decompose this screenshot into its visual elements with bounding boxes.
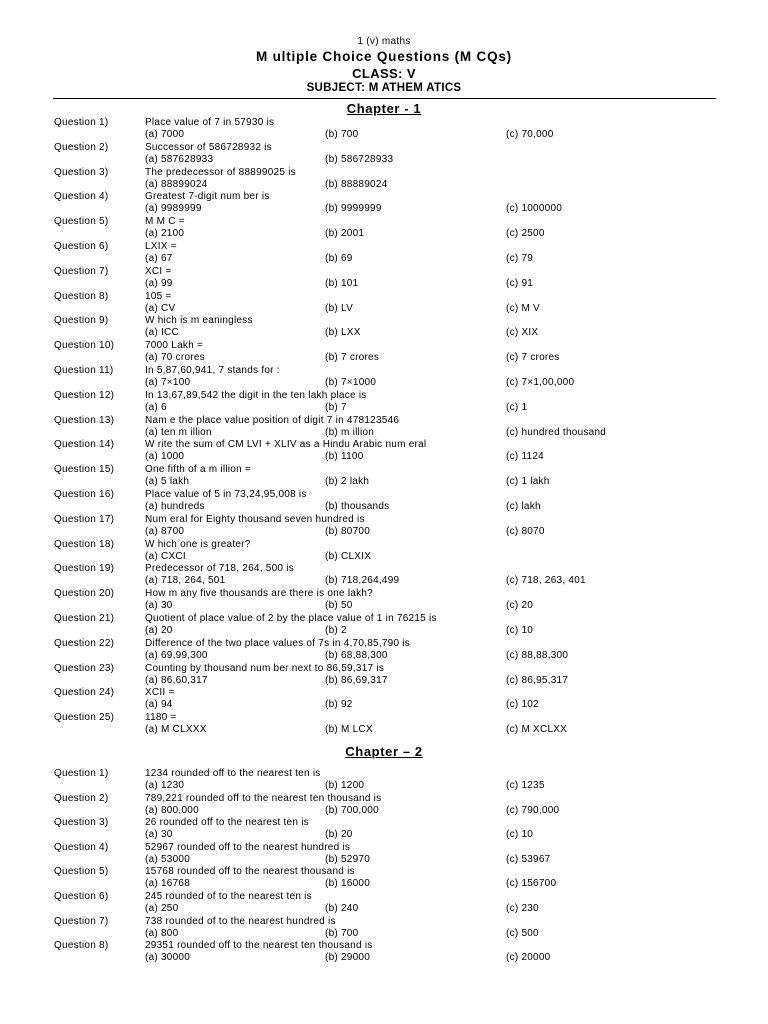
option-a: (a) 67 xyxy=(145,252,173,264)
question-text: How m any five thousands are there is one lakh? xyxy=(145,588,373,600)
option-c: (c) 1124 xyxy=(506,451,544,463)
question-text: Nam e the place value position of digit 7 in 478123546 xyxy=(145,414,400,426)
option-c: (c) hundred thousand xyxy=(506,426,607,438)
question-number: Question 16) xyxy=(54,488,115,500)
question-text: 245 rounded of to the nearest ten is xyxy=(145,890,312,902)
question-number: Question 11) xyxy=(54,364,114,376)
option-b: (b) 2 xyxy=(325,624,347,636)
option-b: (b) LV xyxy=(325,302,353,314)
option-a: (a) 8700 xyxy=(145,525,185,537)
question-number: Question 6) xyxy=(54,240,109,252)
option-c: (c) 1000000 xyxy=(506,203,563,215)
question-number: Question 15) xyxy=(54,464,115,476)
question-text: XCII = xyxy=(145,687,175,699)
option-b: (b) 2001 xyxy=(325,228,365,240)
option-c: (c) 156700 xyxy=(506,878,557,890)
question-row xyxy=(0,638,768,663)
option-c: (c) 102 xyxy=(506,699,539,711)
option-c: (c) M XCLXX xyxy=(506,724,568,736)
question-number: Question 6) xyxy=(54,890,109,902)
option-b: (b) thousands xyxy=(325,500,390,512)
option-b: (b) CLXIX xyxy=(325,550,372,562)
option-a: (a) 99 xyxy=(145,277,173,289)
option-b: (b) 86,69,317 xyxy=(325,674,388,686)
option-b: (b) 16000 xyxy=(325,878,371,890)
question-number: Question 17) xyxy=(54,513,115,525)
option-a: (a) ten m illion xyxy=(145,426,212,438)
question-text: In 13,67,89,542 the digit in the ten lakh place is xyxy=(145,389,367,401)
option-a: (a) 94 xyxy=(145,699,173,711)
option-a: (a) 30 xyxy=(145,829,173,841)
question-text: M M C = xyxy=(145,216,185,228)
question-row xyxy=(0,340,768,365)
question-row xyxy=(0,365,768,390)
question-number: Question 2) xyxy=(54,141,109,153)
question-row xyxy=(0,315,768,340)
question-text: XCI = xyxy=(145,265,172,277)
option-b: (b) 700 xyxy=(325,927,359,939)
question-text: 789,221 rounded off to the nearest ten thousand is xyxy=(145,792,382,804)
option-a: (a) 7000 xyxy=(145,129,185,140)
option-c: (c) XIX xyxy=(506,327,539,339)
option-b: (b) M LCX xyxy=(325,724,373,736)
option-a: (a) CV xyxy=(145,302,176,314)
option-a: (a) 30 xyxy=(145,600,173,612)
option-b: (b) 700,000 xyxy=(325,804,379,816)
question-number: Question 19) xyxy=(54,563,115,575)
question-text: W rite the sum of CM LVI + XLIV as a Hindu Arabic num eral xyxy=(145,439,427,451)
option-c: (c) 7 crores xyxy=(506,352,560,364)
option-a: (a) 5 lakh xyxy=(145,476,190,488)
question-row xyxy=(0,266,768,291)
question-row xyxy=(0,940,768,965)
question-text: 1234 rounded off to the nearest ten is xyxy=(145,768,321,779)
question-number: Question 3) xyxy=(54,817,109,829)
option-a: (a) 9989999 xyxy=(145,203,202,215)
question-row xyxy=(0,216,768,241)
question-row xyxy=(0,191,768,216)
option-a: (a) ICC xyxy=(145,327,179,339)
question-text: Counting by thousand num ber next to 86,59,317 is xyxy=(145,662,385,674)
question-number: Question 7) xyxy=(54,265,109,277)
option-c: (c) 79 xyxy=(506,252,534,264)
question-row xyxy=(0,464,768,489)
question-number: Question 2) xyxy=(54,792,109,804)
question-text: Difference of the two place values of 7s in 4,70,85,790 is xyxy=(145,637,411,649)
option-a: (a) 69,99,300 xyxy=(145,649,208,661)
question-number: Question 1) xyxy=(54,768,109,779)
option-c: (c) 1 xyxy=(506,401,528,413)
option-a: (a) 800 xyxy=(145,927,179,939)
question-row xyxy=(0,117,768,142)
option-b: (b) 52970 xyxy=(325,853,371,865)
option-a: (a) 88899024 xyxy=(145,178,208,190)
option-a: (a) 1230 xyxy=(145,780,185,791)
option-c: (c) 91 xyxy=(506,277,534,289)
question-text: Greatest 7-digit num ber is xyxy=(145,191,270,203)
question-number: Question 5) xyxy=(54,216,109,228)
question-number: Question 24) xyxy=(54,687,115,699)
question-number: Question 8) xyxy=(54,290,109,302)
question-row xyxy=(0,563,768,588)
option-b: (b) 2 lakh xyxy=(325,476,370,488)
option-b: (b) 68,88,300 xyxy=(325,649,388,661)
question-row xyxy=(0,142,768,167)
option-b: (b) 88889024 xyxy=(325,178,388,190)
question-text: 105 = xyxy=(145,290,172,302)
option-b: (b) 7 xyxy=(325,401,347,413)
question-number: Question 5) xyxy=(54,866,109,878)
option-a: (a) hundreds xyxy=(145,500,205,512)
option-b: (b) m illion xyxy=(325,426,375,438)
question-number: Question 21) xyxy=(54,612,115,624)
question-row xyxy=(0,588,768,613)
option-c: (c) M V xyxy=(506,302,540,314)
question-text: W hich one is greater? xyxy=(145,538,251,550)
option-a: (a) 1000 xyxy=(145,451,185,463)
option-b: (b) 80700 xyxy=(325,525,371,537)
option-b: (b) 69 xyxy=(325,252,353,264)
option-a: (a) 7×100 xyxy=(145,376,191,388)
option-c: (c) lakh xyxy=(506,500,541,512)
option-a: (a) 718, 264, 501 xyxy=(145,575,226,587)
question-text: One fifth of a m illion = xyxy=(145,464,252,476)
option-b: (b) 29000 xyxy=(325,952,371,964)
option-b: (b) 586728933 xyxy=(325,153,394,165)
class-label: CLASS: V xyxy=(352,66,416,81)
question-text: 738 rounded of to the nearest hundred is xyxy=(145,915,336,927)
question-number: Question 8) xyxy=(54,940,109,952)
question-text: 7000 Lakh = xyxy=(145,340,204,352)
option-c: (c) 8070 xyxy=(506,525,545,537)
chapter-1-heading: Chapter - 1 xyxy=(346,101,422,116)
option-b: (b) 7 crores xyxy=(325,352,380,364)
option-c: (c) 20000 xyxy=(506,952,551,964)
chapter-2-question-list xyxy=(0,768,768,965)
option-c: (c) 53967 xyxy=(506,853,551,865)
option-c: (c) 230 xyxy=(506,902,539,914)
option-b: (b) 101 xyxy=(325,277,359,289)
option-b: (b) 9999999 xyxy=(325,203,382,215)
question-number: Question 22) xyxy=(54,637,115,649)
option-a: (a) 20 xyxy=(145,624,173,636)
option-c: (c) 7×1,00,000 xyxy=(506,376,575,388)
option-a: (a) 800,000 xyxy=(145,804,199,816)
question-text: 29351 rounded off to the nearest ten thousand is xyxy=(145,940,373,952)
question-text: Place value of 7 in 57930 is xyxy=(145,117,275,128)
option-a: (a) 86,60,317 xyxy=(145,674,208,686)
question-text: Successor of 586728932 is xyxy=(145,141,272,153)
option-b: (b) 50 xyxy=(325,600,353,612)
option-a: (a) 16768 xyxy=(145,878,191,890)
question-number: Question 14) xyxy=(54,439,115,451)
option-c: (c) 70,000 xyxy=(506,129,554,140)
question-row xyxy=(0,793,768,818)
option-a: (a) CXCI xyxy=(145,550,186,562)
option-a: (a) 587628933 xyxy=(145,153,214,165)
question-text: Place value of 5 in 73,24,95,008 is xyxy=(145,488,307,500)
question-text: LXIX = xyxy=(145,240,177,252)
question-row xyxy=(0,241,768,266)
option-c: (c) 500 xyxy=(506,927,539,939)
option-b: (b) 92 xyxy=(325,699,353,711)
question-row xyxy=(0,687,768,712)
option-b: (b) 1200 xyxy=(325,780,365,791)
question-text: 52967 rounded off to the nearest hundred is xyxy=(145,841,351,853)
option-b: (b) 7×1000 xyxy=(325,376,377,388)
option-a: (a) 30000 xyxy=(145,952,191,964)
option-b: (b) 700 xyxy=(325,129,359,140)
option-c: (c) 20 xyxy=(506,600,534,612)
question-row xyxy=(0,866,768,891)
question-row xyxy=(0,768,768,793)
option-a: (a) 53000 xyxy=(145,853,191,865)
question-row xyxy=(0,613,768,638)
option-b: (b) 1100 xyxy=(325,451,364,463)
question-row xyxy=(0,891,768,916)
header-divider xyxy=(53,98,716,99)
question-row xyxy=(0,489,768,514)
question-row xyxy=(0,390,768,415)
chapter-1-question-list xyxy=(0,117,768,737)
chapter-2-heading: Chapter – 2 xyxy=(345,744,423,759)
subject-label: SUBJECT: M ATHEM ATICS xyxy=(306,82,462,94)
question-number: Question 18) xyxy=(54,538,115,550)
question-number: Question 12) xyxy=(54,389,115,401)
question-text: Num eral for Eighty thousand seven hundred is xyxy=(145,513,365,525)
option-c: (c) 1 lakh xyxy=(506,476,550,488)
question-number: Question 4) xyxy=(54,191,109,203)
option-a: (a) M CLXXX xyxy=(145,724,207,736)
option-c: (c) 790,000 xyxy=(506,804,560,816)
question-row xyxy=(0,167,768,192)
question-text: 15768 rounded off to the nearest thousand is xyxy=(145,866,355,878)
question-row xyxy=(0,916,768,941)
option-c: (c) 1235 xyxy=(506,780,545,791)
question-number: Question 3) xyxy=(54,166,109,178)
question-text: The predecessor of 88899025 is xyxy=(145,166,296,178)
question-row xyxy=(0,712,768,737)
option-c: (c) 10 xyxy=(506,829,534,841)
question-number: Question 25) xyxy=(54,712,115,724)
question-row xyxy=(0,842,768,867)
question-text: W hich is m eaningless xyxy=(145,315,253,327)
question-text: Predecessor of 718, 264, 500 is xyxy=(145,563,294,575)
question-row xyxy=(0,415,768,440)
option-b: (b) LXX xyxy=(325,327,361,339)
question-number: Question 10) xyxy=(54,340,115,352)
question-number: Question 9) xyxy=(54,315,109,327)
option-b: (b) 20 xyxy=(325,829,353,841)
option-a: (a) 2100 xyxy=(145,228,185,240)
question-number: Question 4) xyxy=(54,841,109,853)
question-row xyxy=(0,291,768,316)
question-row xyxy=(0,439,768,464)
option-c: (c) 10 xyxy=(506,624,534,636)
option-a: (a) 70 crores xyxy=(145,352,205,364)
question-number: Question 7) xyxy=(54,915,109,927)
question-text: In 5,87,60,941, 7 stands for : xyxy=(145,364,280,376)
question-number: Question 1) xyxy=(54,117,109,128)
option-c: (c) 718, 263, 401 xyxy=(506,575,586,587)
option-a: (a) 6 xyxy=(145,401,167,413)
question-text: 1180 = xyxy=(145,712,177,724)
question-number: Question 23) xyxy=(54,662,115,674)
question-number: Question 13) xyxy=(54,414,115,426)
question-row xyxy=(0,817,768,842)
option-c: (c) 86,95,317 xyxy=(506,674,569,686)
question-row xyxy=(0,539,768,564)
document-title: M ultiple Choice Questions (M CQs) xyxy=(256,49,512,64)
option-a: (a) 250 xyxy=(145,902,179,914)
question-text: 26 rounded off to the nearest ten is xyxy=(145,817,309,829)
question-row xyxy=(0,663,768,688)
option-b: (b) 240 xyxy=(325,902,359,914)
question-row xyxy=(0,514,768,539)
option-b: (b) 718,264,499 xyxy=(325,575,400,587)
page-top-label: 1 (v) maths xyxy=(357,36,411,47)
option-c: (c) 88,88,300 xyxy=(506,649,569,661)
question-text: Quotient of place value of 2 by the place value of 1 in 76215 is xyxy=(145,612,437,624)
option-c: (c) 2500 xyxy=(506,228,545,240)
question-number: Question 20) xyxy=(54,588,115,600)
